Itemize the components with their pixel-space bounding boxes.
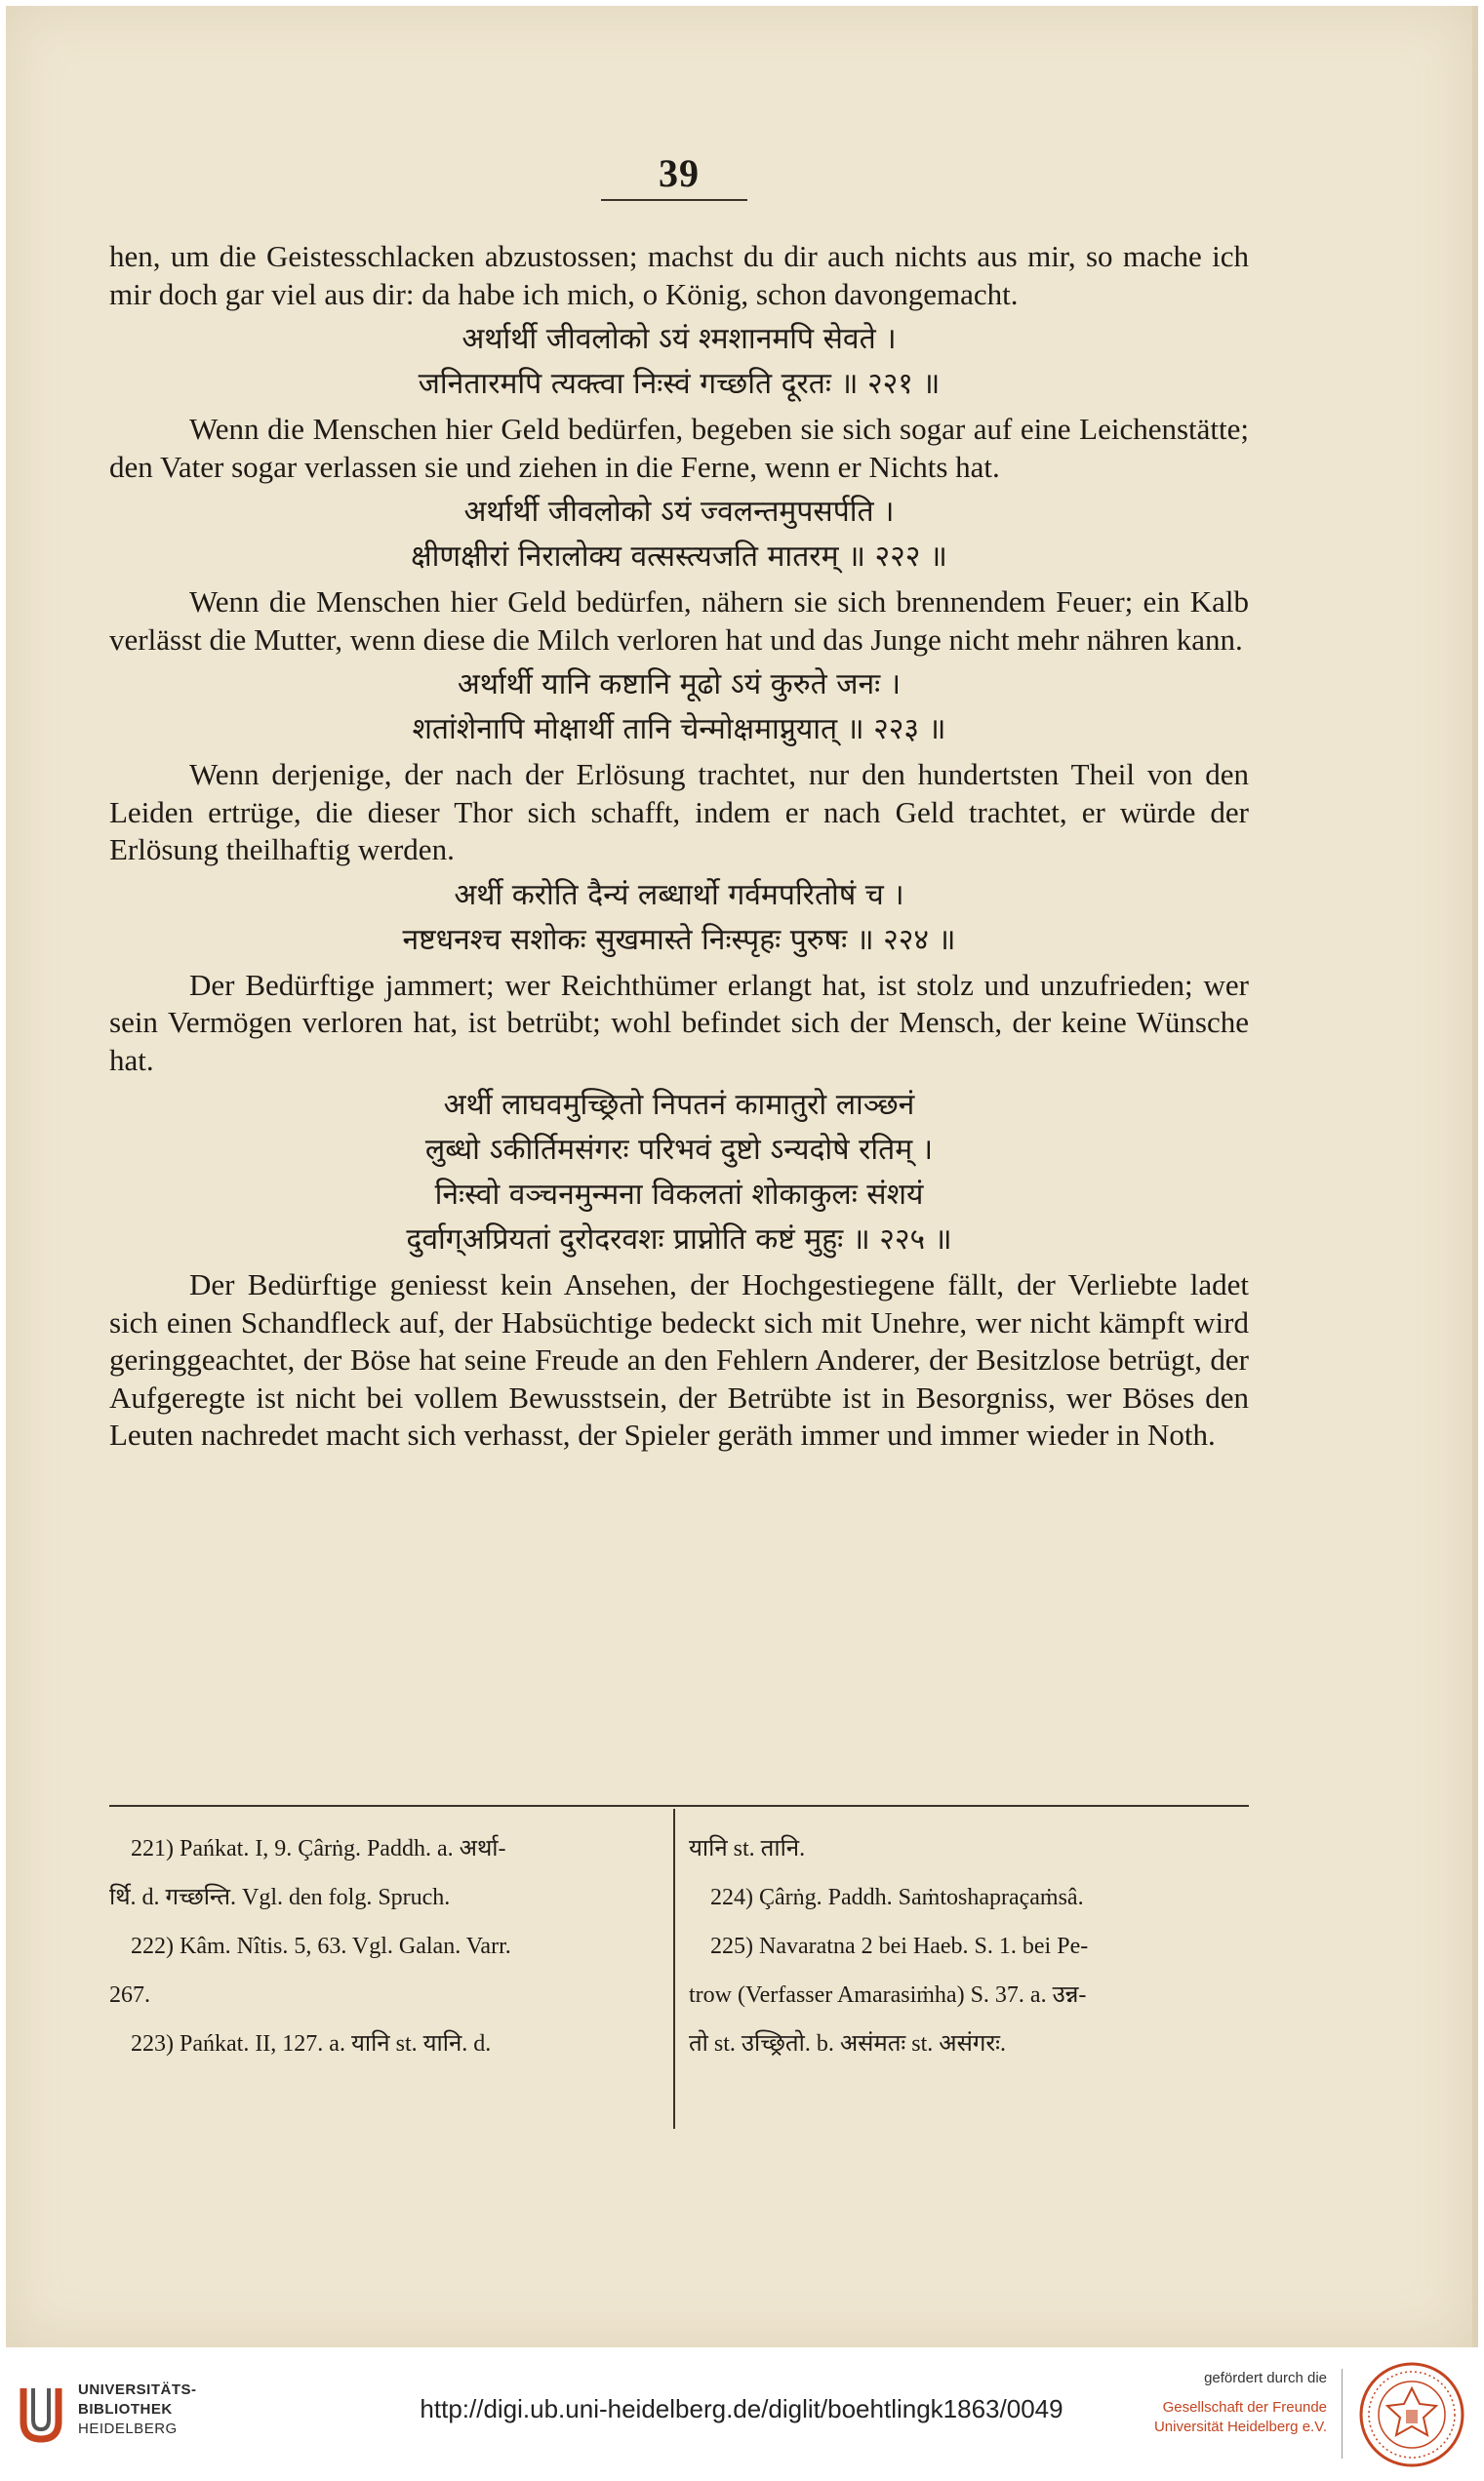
footnotes-right-column (689, 1824, 1249, 2068)
library-name-line: HEIDELBERG (78, 2421, 178, 2437)
paragraph-2: Wenn die Menschen hier Geld bedürfen, begeben sie sich sogar auf eine Leichenstätte; den Vater sogar verlassen sie und ziehen in die Ferne, wenn er Nichts hat. (109, 412, 1249, 484)
verse-line: अर्थी करोति दैन्यं लब्धार्थो गर्वमपरितोषं च । (454, 877, 904, 912)
verse-221 (109, 313, 1249, 411)
verse-224 (109, 869, 1249, 967)
sponsor-org-line: Gesellschaft der Freunde (1162, 2399, 1327, 2416)
sponsor-organization[interactable] (1122, 2398, 1327, 2437)
verse-line: शतांशेनापि मोक्षार्थी तानि चेन्मोक्षमाप्नुयात् ॥ २२३ ॥ (412, 712, 946, 746)
library-logo[interactable] (18, 2373, 222, 2455)
verse-line: क्षीणक्षीरां निरालोक्य वत्सस्त्यजति मातरम् ॥ २२२ ॥ (411, 540, 947, 574)
sponsor-label: gefördert durch die (1204, 2370, 1327, 2386)
page-number-rule (601, 199, 747, 201)
verse-line: अर्थार्थी यानि कष्टानि मूढो ऽयं कुरुते जनः । (457, 667, 902, 701)
university-seal-icon (1358, 2361, 1465, 2468)
footnote-column-divider (673, 1809, 675, 2129)
footnotes-left-column (109, 1824, 656, 2068)
footnote-line: 224) Çârṅg. Paddh. Saṁtoshapraçaṁsâ. (710, 1885, 1084, 1910)
verse-line: नष्टधनश्च सशोकः सुखमास्ते निःस्पृहः पुरुषः ॥ २२४ ॥ (402, 922, 956, 957)
footnote-line: र्थि. d. गच्छन्ति. Vgl. den folg. Spruch. (109, 1885, 451, 1910)
page-number: 39 (659, 151, 700, 195)
footnote-line: यानि st. तानि. (689, 1836, 806, 1861)
footnote-rule (109, 1805, 1249, 1807)
verse-line: निःस्वो वञ्चनमुन्मना विकलतां शोकाकुलः संशयं (434, 1178, 924, 1212)
footnote-line: 267. (109, 1982, 150, 2008)
verse-line: अर्थी लाघवमुच्छ्रितो निपतनं कामातुरो लाञ्छनं (443, 1088, 915, 1122)
verse-222 (109, 486, 1249, 583)
main-text (109, 238, 1249, 1455)
sponsor-credit (1122, 2369, 1327, 2437)
library-name (78, 2381, 197, 2439)
digitization-footer (0, 2347, 1484, 2481)
verse-223 (109, 659, 1249, 756)
library-name-line: UNIVERSITÄTS- (78, 2381, 197, 2398)
footnote-line: trow (Verfasser Amarasiṁha) S. 37. a. उन्न- (689, 1982, 1087, 2008)
sponsor-divider (1342, 2369, 1343, 2459)
sponsor-org-line: Universität Heidelberg e.V. (1153, 2419, 1327, 2435)
ub-heidelberg-logo-icon (18, 2382, 64, 2445)
footnote-line: तो st. उच्छ्रितो. b. असंमतः st. असंगरः. (689, 2031, 1007, 2057)
scanned-book-page (6, 6, 1478, 2347)
footnote-line: 221) Pańkat. I, 9. Çârṅg. Paddh. a. अर्था- (131, 1836, 506, 1861)
paragraph-4: Wenn derjenige, der nach der Erlösung trachtet, nur den hundertsten Theil von den Leiden ertrüge, die dieser Thor sich schafft, indem er nach Geld trachtet, er würde der Erlösung theilhaftig werden. (109, 757, 1249, 866)
paragraph-6: Der Bedürftige geniesst kein Ansehen, der Hochgestiegene fällt, der Verliebte ladet sich einen Schandfleck auf, der Habsüchtige bedeckt sich mit Unehre, wer nicht kämpft wird geringgeachtet, der Böse hat seine Freude an den Fehlern Anderer, der Besitzlose betrügt, der Aufgeregte ist nicht bei vollem Bewusstsein, der Betrübte ist in Besorgniss, wer Böses den Leuten nachredet macht sich verhasst, der Spieler geräth immer und immer wieder in Noth. (109, 1267, 1249, 1452)
footnote-line: 222) Kâm. Nîtis. 5, 63. Vgl. Galan. Varr. (131, 1934, 511, 1959)
source-url-link[interactable]: http://digi.ub.uni-heidelberg.de/diglit/boehtlingk1863/0049 (420, 2394, 1063, 2423)
library-name-line: BIBLIOTHEK (78, 2401, 173, 2418)
verse-line: लुब्धो ऽकीर्तिमसंगरः परिभवं दुष्टो ऽन्यदोषे रतिम् । (424, 1133, 934, 1167)
verse-line: अर्थार्थी जीवलोको ऽयं ज्वलन्तमुपसर्पति । (463, 495, 895, 529)
paragraph-1: hen, um die Geistesschlacken abzustossen; machst du dir auch nichts aus mir, so mache ich mir doch gar viel aus dir: da habe ich mich, o König, schon davongemacht. (109, 239, 1249, 311)
paragraph-5: Der Bedürftige jammert; wer Reichthümer erlangt hat, ist stolz und unzufrieden; wer sein Vermögen verloren hat, ist betrübt; wohl befindet sich der Mensch, der keine Wünsche hat. (109, 967, 1249, 1077)
footnote-line: 225) Navaratna 2 bei Haeb. S. 1. bei Pe- (710, 1934, 1089, 1959)
verse-225 (109, 1079, 1249, 1266)
footnote-line: 223) Pańkat. II, 127. a. यानि st. यानि. d. (131, 2031, 492, 2057)
paragraph-3: Wenn die Menschen hier Geld bedürfen, nähern sie sich brennendem Feuer; ein Kalb verlässt die Mutter, wenn diese die Milch verloren hat und das Junge nicht mehr nähren kann. (109, 584, 1249, 657)
verse-line: जनितारमपि त्यक्त्वा निःस्वं गच्छति दूरतः ॥ २२१ ॥ (418, 367, 941, 401)
verse-line: अर्थार्थी जीवलोको ऽयं श्मशानमपि सेवते । (461, 322, 897, 356)
verse-line: दुर्वाग्अप्रियतां दुरोदरवशः प्राप्नोति कष्टं मुहुः ॥ २२५ ॥ (406, 1222, 952, 1257)
